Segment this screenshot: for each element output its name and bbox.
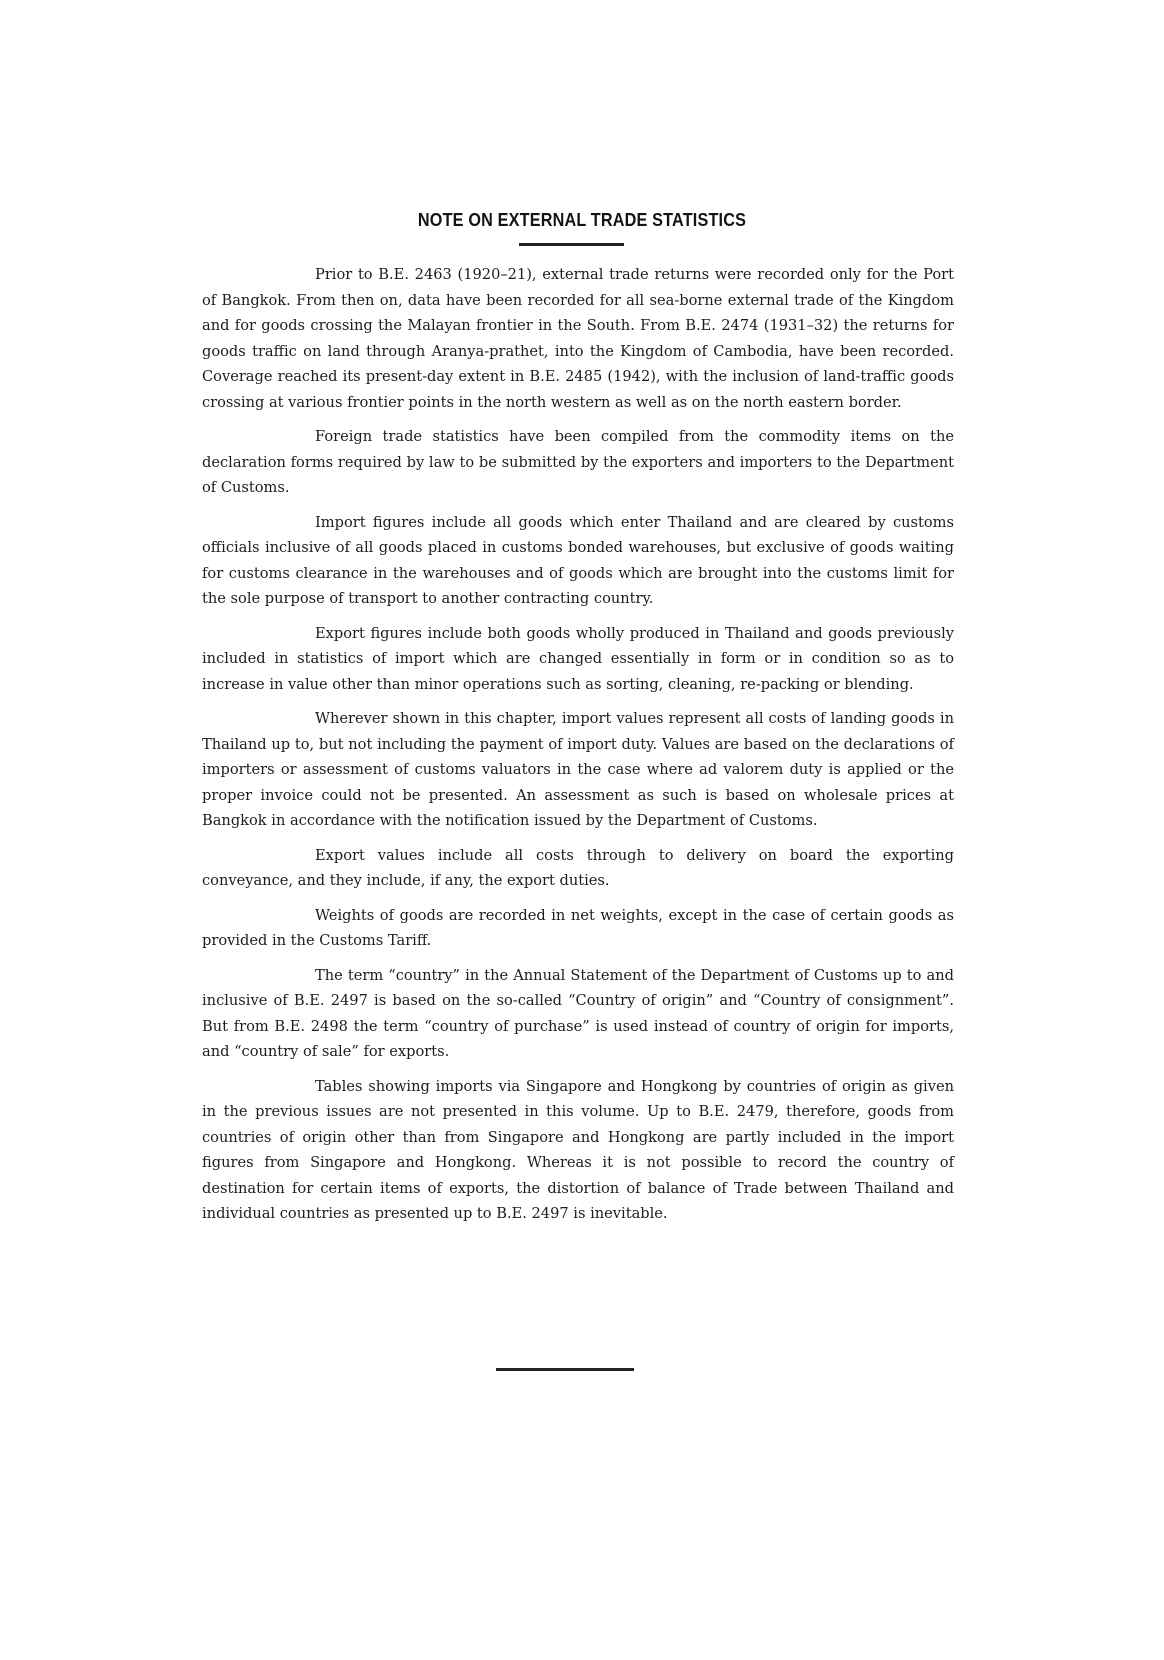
paragraph-compilation: Foreign trade statistics have been compiled from the commodity items on the declaration forms required by law to be submitted by the exporters and importers to the Department of Customs. — [202, 428, 954, 496]
paragraph-trade-returns-history: Prior to B.E. 2463 (1920–21), external trade returns were recorded only for the Port of Bangkok. From then on, data have been recorded for all sea-borne external trade of the Kingdom and for goods crossing the Malayan frontier in the South. From B.E. 2474 (1931–32) the returns for goods traffic on land through Aranya-prathet, into the Kingdom of Cambodia, have been recorded. Coverage reached its present-day extent in B.E. 2485 (1942), with the inclusion of land-traffic goods crossing at various frontier points in the north western as well as on the north eastern border. — [202, 266, 954, 411]
paragraph-weights: Weights of goods are recorded in net weights, except in the case of certain goods as provided in the Customs Tariff. — [202, 906, 954, 949]
body-text — [202, 262, 954, 1236]
paragraph-country-term: The term “country” in the Annual Statement of the Department of Customs up to and inclusive of B.E. 2497 is based on the so-called “Country of origin” and “Country of consignment”. But from B.E. 2498 the term “country of purchase” is used instead of country of origin for imports, and “country of sale” for exports. — [202, 966, 954, 1060]
closing-rule — [496, 1368, 634, 1371]
paragraph-export-figures: Export figures include both goods wholly produced in Thailand and goods previously included in statistics of import which are changed essentially in form or in condition so as to increase in value other than minor operations such as sorting, cleaning, re-packing or blending. — [202, 624, 954, 693]
paragraph-export-values: Export values include all costs through to delivery on board the exporting conveyance, and they include, if any, the export duties. — [202, 846, 954, 889]
paragraph-singapore-hongkong: Tables showing imports via Singapore and Hongkong by countries of origin as given in the previous issues are not presented in this volume. Up to B.E. 2479, therefore, goods from countries of origin other than from Singapore and Hongkong are partly included in the import figures from Singapore and Hongkong. Whereas it is not possible to record the country of destination for certain items of exports, the distortion of balance of Trade between Thailand and individual countries as presented up to B.E. 2497 is inevitable. — [202, 1077, 954, 1222]
paragraph-import-figures: Import figures include all goods which enter Thailand and are cleared by customs officials inclusive of all goods placed in customs bonded warehouses, but exclusive of goods waiting for customs clearance in the warehouses and of goods which are brought into the customs limit for the sole purpose of transport to another contracting country. — [202, 513, 954, 607]
page-title: NOTE ON EXTERNAL TRADE STATISTICS — [417, 210, 747, 230]
paragraph-import-values: Wherever shown in this chapter, import values represent all costs of landing goods in Thailand up to, but not including the payment of import duty. Values are based on the declarations of importers or assessment of customs valuators in the case where ad valorem duty is applied or the proper invoice could not be presented. An assessment as such is based on wholesale prices at Bangkok in accordance with the notification issued by the Department of Customs. — [202, 710, 954, 829]
title-underline — [519, 243, 624, 246]
